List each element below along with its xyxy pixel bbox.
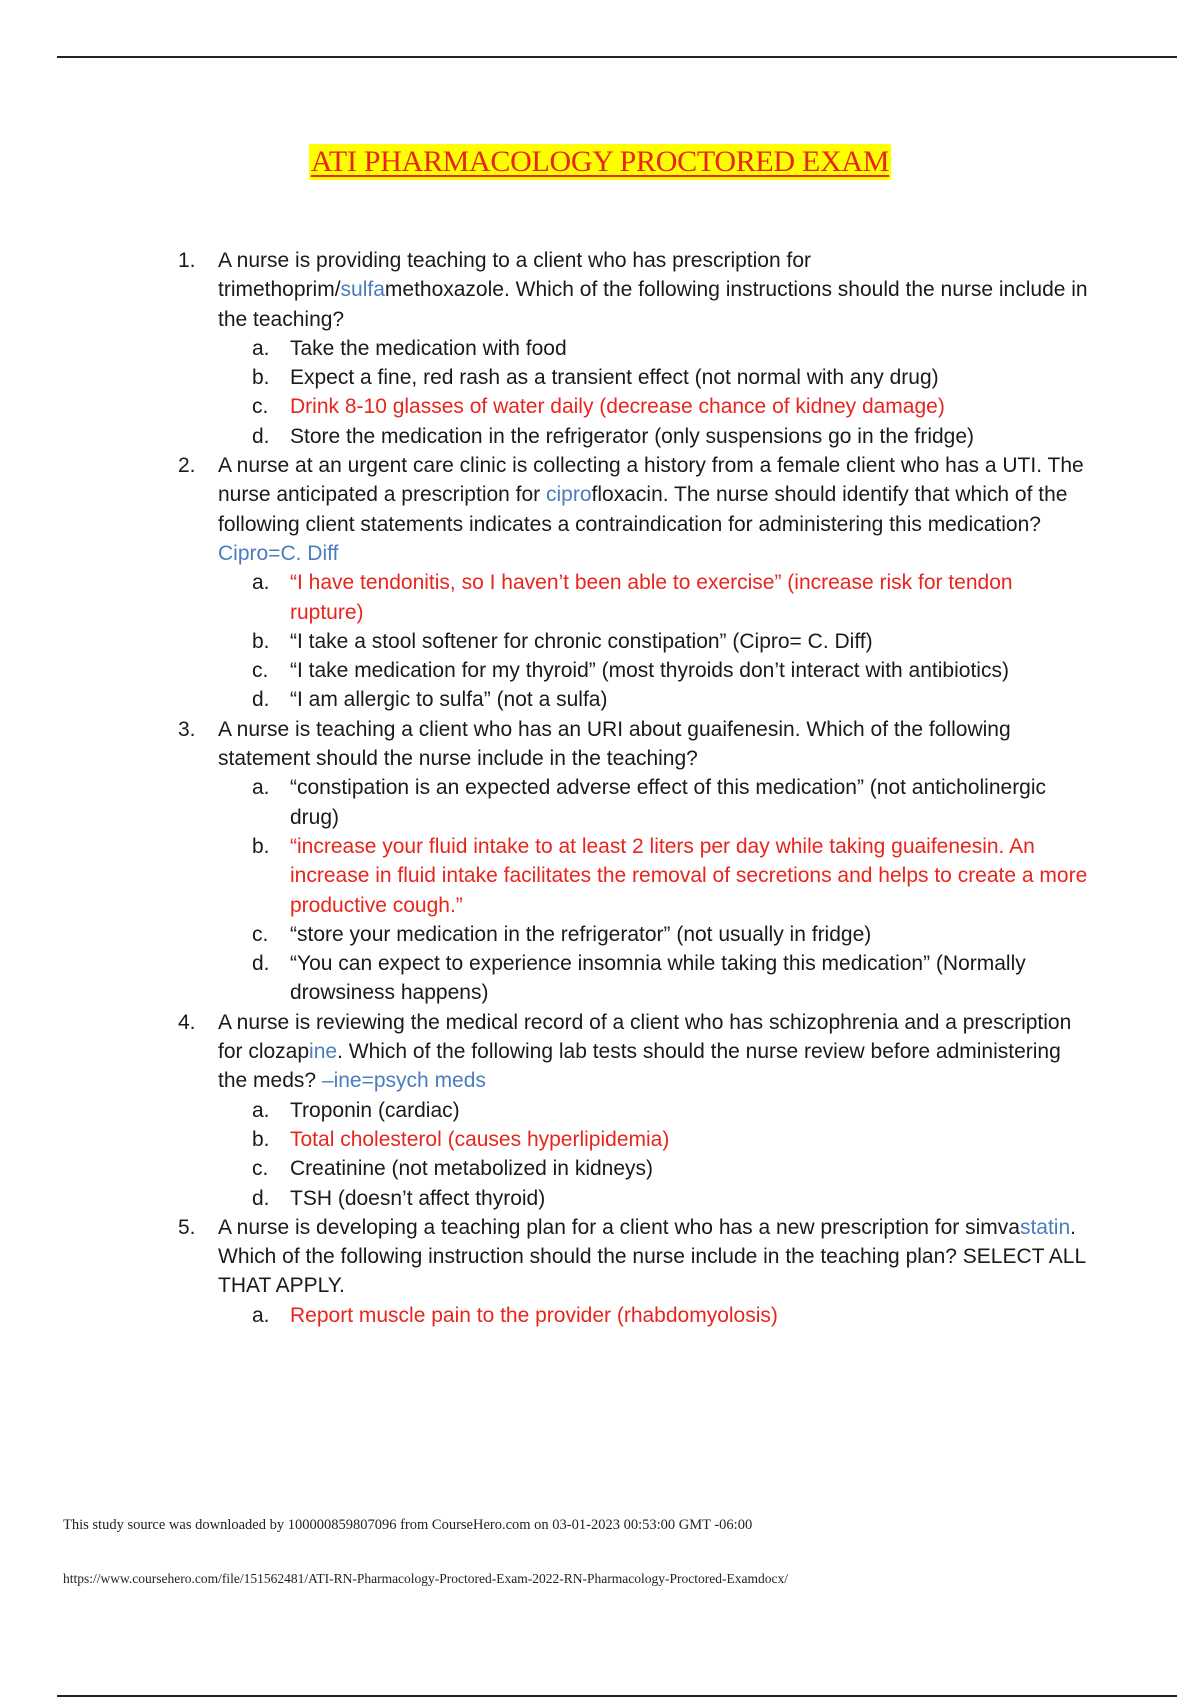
answer-option-correct [178,392,1088,421]
annotation-note: Cipro=C. Diff [218,541,339,565]
question-stem [218,451,1088,568]
answer-option [178,1154,1088,1183]
option-letter: b. [252,834,270,858]
stem-text: A nurse is reviewing the medical record of a client who has schizophrenia and a prescription for clozap [218,1010,1072,1064]
option-text: TSH (doesn’t affect thyroid) [290,1186,546,1210]
question-number: 3. [178,717,196,741]
answer-option-correct [178,568,1088,627]
question-4 [178,1008,1088,1213]
annotation-note: cipro [546,483,592,507]
annotation-note: statin [1019,1215,1071,1239]
answer-option [178,1096,1088,1125]
stem-text: . Which of the following lab tests should the nurse review before administering the meds? [218,1040,1061,1093]
top-rule [57,56,1177,58]
source-url[interactable]: https://www.coursehero.com/file/151562481/ATI-RN-Pharmacology-Proctored-Exam-2022-RN-Pharmacology-Proctored-Examdocx/ [63,1571,788,1586]
answer-option [178,422,1088,451]
answer-option [178,685,1088,714]
question-stem [218,1213,1088,1301]
answer-option-correct [178,832,1088,920]
answer-option [178,949,1088,1008]
question-1 [178,246,1088,451]
stem-text: A nurse at an urgent care clinic is collecting a history from a female client who has a UTI. The nurse anticipated a prescription for [218,454,1084,507]
option-letter: c. [252,659,269,683]
option-text: Report muscle pain to the provider (rhabdomyolosis) [290,1303,778,1327]
stem-text: A nurse is developing a teaching plan for a client who has a new prescription for simva [218,1215,1020,1239]
answer-option [178,773,1088,832]
option-text: “I am allergic to sulfa” (not a sulfa) [290,688,608,712]
option-text: Troponin (cardiac) [290,1098,460,1122]
question-stem [218,715,1088,774]
question-number: 4. [178,1010,196,1034]
option-text: Expect a fine, red rash as a transient effect (not normal with any drug) [290,366,939,390]
stem-text: . Which of the following instruction should the nurse include in the teaching plan? SELECT ALL THAT APPLY. [218,1215,1086,1298]
stem-text: methoxazole. Which of the following instructions should the nurse include in the teaching? [218,278,1088,331]
stem-text: A nurse is teaching a client who has an URI about guaifenesin. Which of the following statement should the nurse include in the teaching? [218,717,1011,771]
bottom-rule [57,1695,1177,1697]
option-text: Drink 8-10 glasses of water daily (decrease chance of kidney damage) [290,395,945,419]
answer-option [178,1184,1088,1213]
question-2 [178,451,1088,715]
option-letter: a. [252,336,270,360]
option-text: Creatinine (not metabolized in kidneys) [290,1157,654,1181]
option-text: Store the medication in the refrigerator (only suspensions go in the fridge) [290,424,975,448]
option-letter: d. [252,1186,270,1210]
option-letter: a. [252,1303,270,1327]
option-letter: b. [252,629,270,653]
option-text: “store your medication in the refrigerator” (not usually in fridge) [290,922,872,946]
question-3 [178,715,1088,1008]
option-text: “constipation is an expected adverse effect of this medication” (not anticholinergic drug) [290,776,1047,829]
question-list [178,246,1088,1330]
option-text: “You can expect to experience insomnia while taking this medication” (Normally drowsiness happens) [290,952,1026,1005]
option-text: Total cholesterol (causes hyperlipidemia) [290,1127,670,1151]
stem-text: floxacin. The nurse should identify that which of the following client statements indicates a contraindication for administering this medication? [218,483,1068,536]
annotation-note: sulfa [340,278,385,302]
stem-text: A nurse is providing teaching to a client who has prescription for trimethoprim/ [218,249,811,302]
option-text: “increase your fluid intake to at least 2 liters per day while taking guaifenesin. An increase in fluid intake facilitates the removal of secretions and helps to create a more productive cough.” [290,834,1088,917]
option-letter: b. [252,366,270,390]
question-number: 1. [178,249,196,272]
option-text: “I take medication for my thyroid” (most thyroids don’t interact with antibiotics) [290,659,1009,683]
option-letter: a. [252,1098,270,1122]
option-letter: a. [252,776,270,800]
answer-option [178,920,1088,949]
answer-option [178,627,1088,656]
answer-option [178,334,1088,363]
question-5 [178,1213,1088,1330]
question-stem [218,1008,1088,1096]
answer-option-correct [178,1125,1088,1154]
download-notice: This study source was downloaded by 100000859807096 from CourseHero.com on 03-01-2023 00:53:00 GMT -06:00 [63,1517,753,1533]
option-letter: a. [252,571,270,595]
option-text: “I take a stool softener for chronic constipation” (Cipro= C. Diff) [290,629,873,653]
option-text: Take the medication with food [290,336,567,360]
question-number: 2. [178,454,196,478]
answer-option [178,656,1088,685]
question-stem [218,246,1088,334]
annotation-note: –ine=psych meds [321,1069,486,1093]
option-letter: d. [252,424,270,448]
option-letter: c. [252,1157,269,1181]
answer-option [178,363,1088,392]
option-text: “I have tendonitis, so I haven’t been able to exercise” (increase risk for tendon rupture) [290,571,1013,624]
annotation-note: ine [309,1040,338,1064]
option-letter: d. [252,688,270,712]
option-letter: c. [252,395,269,419]
page-title: ATI PHARMACOLOGY PROCTORED EXAM [310,145,890,178]
answer-option-correct [178,1301,1088,1330]
title-block [0,144,1200,180]
question-number: 5. [178,1215,196,1239]
option-letter: c. [252,922,269,946]
option-letter: d. [252,952,270,976]
option-letter: b. [252,1127,270,1151]
